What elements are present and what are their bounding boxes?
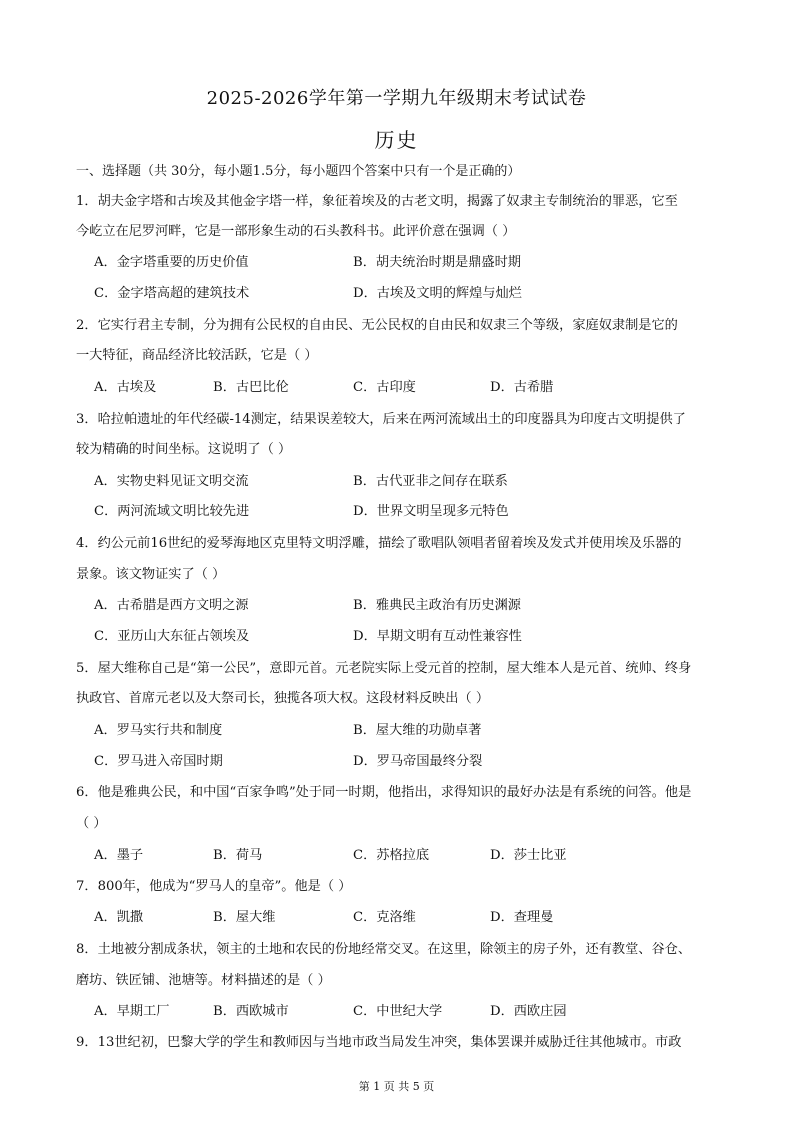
question-2-option-b: B．古巴比伦 bbox=[213, 380, 289, 395]
question-2-option-a: A．古埃及 bbox=[94, 380, 157, 395]
question-5-line-1: 5．屋大维称自己是“第一公民”，意即元首。元老院实际上受元首的控制，屋大维本人是元首、统帅、终身 bbox=[76, 661, 692, 676]
question-4-option-c: C．亚历山大东征占领埃及 bbox=[94, 629, 250, 644]
question-8-option-a: A．早期工厂 bbox=[94, 1004, 170, 1019]
question-7-option-d: D．查理曼 bbox=[490, 910, 554, 925]
question-4-option-a: A．古希腊是西方文明之源 bbox=[94, 598, 249, 613]
question-8-option-b: B．西欧城市 bbox=[213, 1004, 289, 1019]
question-3-option-c: C．两河流域文明比较先进 bbox=[94, 504, 250, 519]
question-4-option-b: B．雅典民主政治有历史渊源 bbox=[353, 598, 521, 613]
question-2-option-d: D．古希腊 bbox=[490, 380, 554, 395]
question-4-line-2: 景象。该文物证实了（ ） bbox=[76, 567, 226, 582]
question-3-line-1: 3．哈拉帕遗址的年代经碳-14测定，结果误差较大，后来在两河流域出土的印度器具为印度古文明提供了 bbox=[76, 412, 686, 427]
question-2-option-c: C．古印度 bbox=[353, 380, 416, 395]
question-4-line-1: 4．约公元前16世纪的爱琴海地区克里特文明浮雕，描绘了歌唱队领唱者留着埃及发式并使用埃及乐器的 bbox=[76, 536, 682, 551]
question-8-option-c: C．中世纪大学 bbox=[353, 1004, 443, 1019]
page-footer: 第 1 页 共 5 页 bbox=[358, 1080, 435, 1093]
question-3-option-a: A．实物史料见证文明交流 bbox=[94, 474, 249, 489]
question-6-line-1: 6．他是雅典公民，和中国“百家争鸣”处于同一时期，他指出，求得知识的最好办法是有系统的问答。他是 bbox=[76, 785, 692, 800]
question-2-line-2: 一大特征，商品经济比较活跃，它是（ ） bbox=[76, 348, 318, 363]
question-1-option-b: B．胡夫统治时期是鼎盛时期 bbox=[353, 255, 521, 270]
section-heading: 一、选择题（共 30分，每小题1.5分，每小题四个答案中只有一个是正确的） bbox=[76, 164, 521, 179]
question-1-line-1: 1．胡夫金字塔和古埃及其他金字塔一样，象征着埃及的古老文明，揭露了奴隶主专制统治的罪恶，它至 bbox=[76, 194, 678, 209]
question-3-line-2: 较为精确的时间坐标。这说明了（ ） bbox=[76, 442, 292, 457]
question-7-option-b: B．屋大维 bbox=[213, 910, 276, 925]
question-7-option-c: C．克洛维 bbox=[353, 910, 416, 925]
question-5-option-a: A．罗马实行共和制度 bbox=[94, 723, 223, 738]
question-1-line-2: 今屹立在尼罗河畔，它是一部形象生动的石头教科书。此评价意在强调（ ） bbox=[76, 224, 516, 239]
question-1-option-c: C．金字塔高超的建筑技术 bbox=[94, 286, 250, 301]
subject-title: 历史 bbox=[374, 128, 419, 152]
question-9-line-1: 9．13世纪初，巴黎大学的学生和教师因与当地市政当局发生冲突，集体罢课并威胁迁往其他城市。市政 bbox=[76, 1035, 682, 1050]
question-6-option-b: B．荷马 bbox=[213, 848, 263, 863]
question-3-option-b: B．古代亚非之间存在联系 bbox=[353, 474, 508, 489]
question-5-option-b: B．屋大维的功勋卓著 bbox=[353, 723, 482, 738]
question-4-option-d: D．早期文明有互动性兼容性 bbox=[353, 629, 522, 644]
question-6-line-2: （ ） bbox=[76, 816, 107, 831]
question-6-option-a: A．墨子 bbox=[94, 848, 144, 863]
question-5-line-2: 执政官、首席元老以及大祭司长，独揽各项大权。这段材料反映出（ ） bbox=[76, 691, 490, 706]
question-8-line-1: 8．土地被分割成条状，领主的土地和农民的份地经常交叉。在这里，除领主的房子外，还有教堂、谷仓、 bbox=[76, 942, 692, 957]
question-8-line-2: 磨坊、铁匠铺、池塘等。材料描述的是（ ） bbox=[76, 973, 331, 988]
question-3-option-d: D．世界文明呈现多元特色 bbox=[353, 504, 509, 519]
question-5-option-d: D．罗马帝国最终分裂 bbox=[353, 754, 483, 769]
exam-title: 2025-2026学年第一学期九年级期末考试试卷 bbox=[206, 88, 587, 109]
question-7-line-1: 7．800年，他成为“罗马人的皇帝”。他是（ ） bbox=[76, 879, 352, 894]
question-1-option-d: D．古埃及文明的辉煌与灿烂 bbox=[353, 286, 522, 301]
question-8-option-d: D．西欧庄园 bbox=[490, 1004, 567, 1019]
question-1-option-a: A．金字塔重要的历史价值 bbox=[94, 255, 249, 270]
question-6-option-d: D．莎士比亚 bbox=[490, 848, 567, 863]
question-2-line-1: 2．它实行君主专制，分为拥有公民权的自由民、无公民权的自由民和奴隶三个等级，家庭奴隶制是它的 bbox=[76, 318, 678, 333]
question-7-option-a: A．凯撒 bbox=[94, 910, 144, 925]
question-5-option-c: C．罗马进入帝国时期 bbox=[94, 754, 223, 769]
question-6-option-c: C．苏格拉底 bbox=[353, 848, 430, 863]
